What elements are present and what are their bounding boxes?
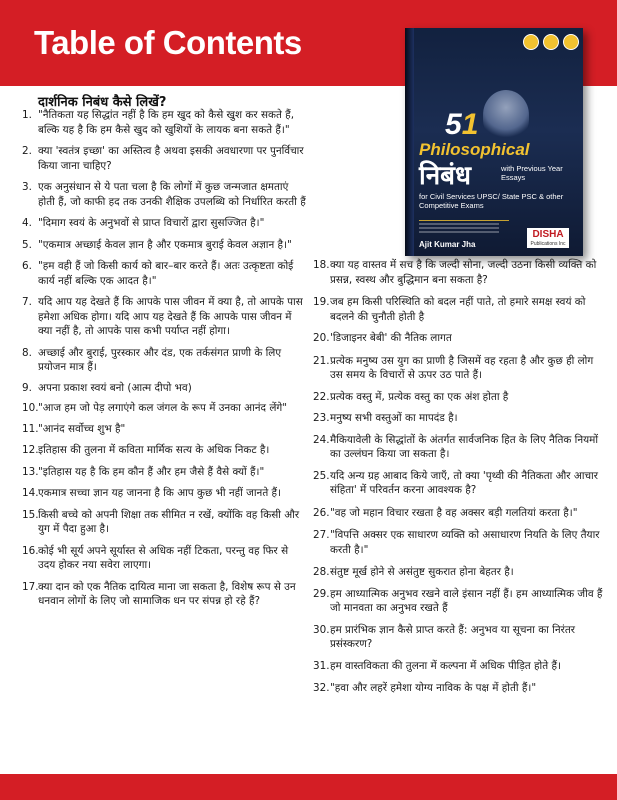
item-text: हम आध्यात्मिक अनुभव रखने वाले इंसान नहीं हैं। हम आध्यात्मिक जीव हैं जो मानवता का अनुभव रखते हैं — [330, 587, 603, 614]
contents-list-item — [313, 390, 605, 405]
item-number: 24. — [313, 433, 330, 446]
contents-list-item — [22, 238, 306, 253]
contents-list-item — [313, 295, 605, 324]
contents-list-item — [313, 681, 605, 696]
contents-list-item — [22, 108, 306, 137]
item-text: क्या 'स्वतंत्र इच्छा' का अस्तित्व है अथवा इसकी अवधारणा पर पुनर्विचार किया जाना चाहिए? — [38, 145, 304, 172]
book-title-hindi: निबंध — [419, 161, 472, 191]
item-text: "आनंद सर्वोच्च शुभ है" — [38, 422, 126, 435]
item-text: "विपत्ति अक्सर एक साधारण व्यक्ति को असाधारण नियति के लिए तैयार करती है।" — [330, 529, 600, 556]
item-text: "दिमाग स्वयं के अनुभवों से प्राप्त विचारों द्वारा सुसज्जित है।" — [38, 217, 265, 229]
meditating-figure-icon — [483, 90, 529, 140]
item-number: 12. — [22, 444, 39, 456]
book-subtitle: with Previous Year Essays — [501, 164, 563, 182]
contents-list-item — [313, 469, 605, 498]
item-text: जब हम किसी परिस्थिति को बदल नहीं पाते, तो हमारे समक्ष स्वयं को बदलने की चुनौती होती है — [330, 296, 586, 323]
contents-list-item — [22, 544, 306, 573]
item-number: 23. — [313, 412, 330, 424]
item-number: 4. — [22, 217, 32, 229]
item-number: 32. — [313, 682, 330, 694]
contents-list-item — [22, 422, 306, 437]
item-number: 30. — [313, 623, 330, 636]
contents-list-item — [313, 659, 605, 674]
contents-list-item — [22, 295, 306, 339]
item-number: 1. — [22, 109, 32, 121]
contents-list-item — [22, 486, 306, 501]
contents-list-item — [313, 623, 605, 652]
item-number: 3. — [22, 181, 32, 193]
item-number: 16. — [22, 544, 39, 557]
contents-list-item — [313, 433, 605, 462]
item-text: हम प्रारंभिक ज्ञान कैसे प्राप्त करते हैं: अनुभव या सूचना का निरंतर प्रसंस्करण? — [330, 623, 576, 650]
award-badge-icon — [523, 34, 539, 50]
item-number: 2. — [22, 145, 32, 157]
item-text: अपना प्रकाश स्वयं बनो (आत्म दीपो भव) — [38, 381, 192, 394]
book-number: 51 — [445, 108, 479, 141]
book-feature-lines — [419, 220, 509, 234]
contents-list-item — [313, 258, 605, 287]
item-number: 27. — [313, 529, 330, 541]
item-number: 7. — [22, 296, 32, 308]
publisher-name: DISHA — [532, 229, 564, 240]
contents-list-item — [22, 180, 306, 209]
contents-list-item — [22, 443, 306, 458]
item-text: "वह जो महान विचार रखता है वह अक्सर बड़ी गलतियां करता है।" — [330, 506, 578, 519]
award-badge-icon — [563, 34, 579, 50]
item-text: क्या दान को एक नैतिक दायित्व माना जा सकता है, विशेष रूप से उन धनवान लोगों के लिए जो सामाजिक धन पर संपन्न हो रहे हैं? — [38, 580, 296, 607]
item-text: "हम वही हैं जो किसी कार्य को बार–बार करते हैं। अतः उत्कृष्टता कोई कार्य नहीं बल्कि एक आदत है।" — [38, 260, 294, 287]
item-text: "आज हम जो पेड़ लगाएंगे कल जंगल के रूप में उनका आनंद लेंगे" — [38, 402, 288, 414]
item-number: 21. — [313, 354, 330, 367]
contents-list-item — [313, 354, 605, 383]
page-title: Table of Contents — [34, 24, 302, 61]
item-number: 5. — [22, 238, 32, 251]
book-audience: for Civil Services UPSC/ State PSC & other Competitive Exams — [419, 192, 564, 210]
item-number: 6. — [22, 260, 32, 272]
item-text: अच्छाई और बुराई, पुरस्कार और दंड, एक तर्कसंगत प्राणी के लिए प्रयोजन मात्र हैं। — [38, 346, 282, 373]
item-number: 22. — [313, 390, 330, 403]
item-text: "हवा और लहरें हमेशा योग्य नाविक के पक्ष में होती हैं।" — [330, 682, 537, 694]
book-spine — [405, 28, 414, 256]
publisher-sub: Publications Inc — [530, 241, 566, 247]
item-text: संतुष्ट मूर्ख होने से असंतुष्ट सुकरात होना बेहतर है। — [330, 566, 514, 578]
contents-list-item — [22, 346, 306, 375]
book-author: Ajit Kumar Jha — [419, 240, 476, 249]
item-text: यदि आप यह देखते हैं कि आपके पास जीवन में क्या है, तो आपके पास हमेशा अधिक होगा। यदि आप यह देखते हैं कि आपके पास जीवन में क्या नहीं है, तो आपके पास कभी पर्याप्त नहीं होगा। — [38, 296, 303, 337]
contents-list-item — [22, 508, 306, 537]
contents-list-item — [313, 587, 605, 616]
book-cover — [405, 28, 583, 256]
footer-band — [0, 774, 617, 800]
item-number: 9. — [22, 381, 32, 394]
item-text: हम वास्तविकता की तुलना में कल्पना में अधिक पीड़ित होते हैं। — [330, 659, 561, 672]
contents-right-column — [313, 258, 605, 696]
contents-list-item — [22, 259, 306, 288]
item-number: 11. — [22, 422, 39, 435]
item-number: 15. — [22, 508, 39, 521]
item-text: इतिहास की तुलना में कविता मार्मिक सत्य के अधिक निकट है। — [38, 444, 270, 456]
item-text: मनुष्य सभी वस्तुओं का मापदंड है। — [330, 412, 458, 424]
item-number: 26. — [313, 506, 330, 519]
item-text: क्या यह वास्तव में सच है कि जल्दी सोना, जल्दी उठना किसी व्यक्ति को प्रसन्न, स्वस्थ और बुद्धिमान बना सकता है? — [330, 259, 597, 286]
item-text: एक अनुसंधान से ये पता चला है कि लोगों में कुछ जन्मजात क्षमताएं होती हैं, जो काफी हद तक उनकी शैक्षिक उपलब्धि को निर्धारित करती हैं — [38, 181, 306, 208]
contents-list-item — [313, 411, 605, 426]
item-text: प्रत्येक मनुष्य उस युग का प्राणी है जिसमें वह रहता है और कुछ ही लोग उस समय के विचारों से ऊपर उठ पाते हैं। — [330, 354, 594, 381]
item-number: 25. — [313, 469, 330, 482]
contents-list-item — [313, 565, 605, 580]
item-text: मैकियावेली के सिद्धांतों के अंतर्गत सार्वजनिक हित के लिए नैतिक नियमों का उल्लंघन किया जा सकता है। — [330, 433, 599, 460]
contents-list-item — [22, 401, 306, 416]
item-text: "इतिहास यह है कि हम कौन हैं और हम जैसे हैं वैसे क्यों हैं।" — [38, 465, 265, 478]
item-number: 29. — [313, 587, 330, 600]
publisher-logo — [527, 228, 569, 248]
item-text: एकमात्र सच्चा ज्ञान यह जानना है कि आप कुछ भी नहीं जानते हैं। — [38, 487, 282, 499]
item-text: "एकमात्र अच्छाई केवल ज्ञान है और एकमात्र बुराई केवल अज्ञान है।" — [38, 238, 292, 251]
item-text: यदि अन्य ग्रह आबाद किये जाएँ, तो क्या 'पृथ्वी की नैतिकता और आचार संहिता' में परिवर्तन करना आवश्यक है? — [330, 469, 598, 496]
contents-left-column — [22, 108, 306, 609]
contents-list-item — [22, 144, 306, 173]
item-number: 28. — [313, 566, 330, 578]
contents-list-item — [22, 580, 306, 609]
item-text: 'डिजाइनर बेबी' की नैतिक लागत — [330, 332, 452, 344]
item-number: 31. — [313, 659, 330, 672]
item-text: "नैतिकता यह सिद्धांत नहीं है कि हम खुद को कैसे खुश कर सकते हैं, बल्कि यह है कि हम कैसे खुद को खुशियों के लायक बना सकते हैं।" — [38, 109, 294, 136]
item-number: 19. — [313, 296, 330, 308]
contents-list-item — [313, 528, 605, 557]
item-number: 17. — [22, 580, 39, 593]
item-number: 14. — [22, 487, 39, 499]
item-number: 10. — [22, 402, 39, 414]
book-title-english: Philosophical — [419, 140, 530, 159]
contents-list-item — [22, 381, 306, 396]
award-badge-icon — [543, 34, 559, 50]
contents-list-item — [313, 331, 605, 346]
item-number: 20. — [313, 332, 330, 344]
item-number: 13. — [22, 465, 39, 478]
item-number: 8. — [22, 346, 32, 359]
section-heading: दार्शनिक निबंध कैसे लिखें? — [38, 95, 167, 110]
item-text: प्रत्येक वस्तु में, प्रत्येक वस्तु का एक अंश होता है — [330, 390, 509, 403]
item-text: किसी बच्चे को अपनी शिक्षा तक सीमित न रखें, क्योंकि वह किसी और युग में पैदा हुआ है। — [38, 508, 300, 535]
item-number: 18. — [313, 259, 330, 271]
contents-list-item — [22, 465, 306, 480]
contents-list-item — [313, 506, 605, 521]
item-text: कोई भी सूर्य अपने सूर्यास्त से अधिक नहीं टिकता, परन्तु वह फिर से उदय होकर नया सवेरा लाएगा। — [38, 544, 289, 571]
contents-list-item — [22, 216, 306, 231]
